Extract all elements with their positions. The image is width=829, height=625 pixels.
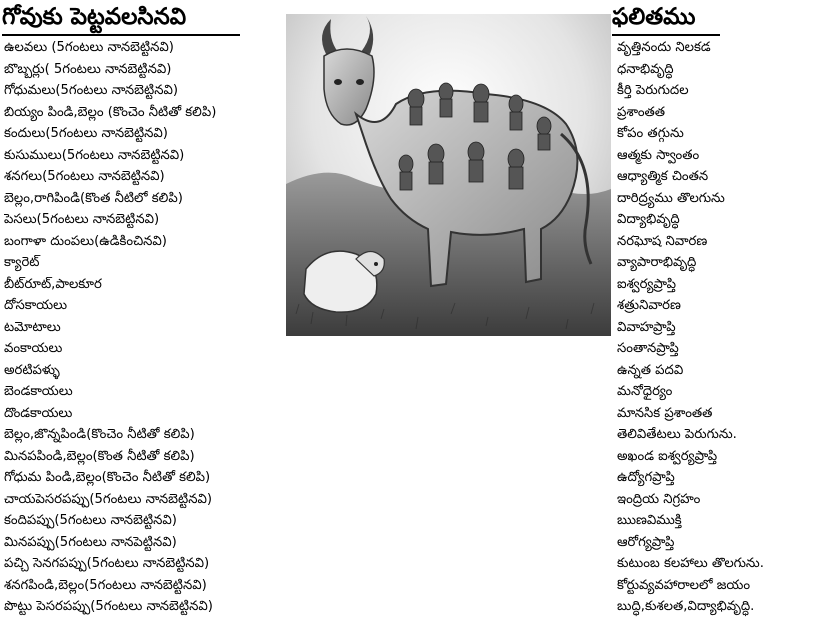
food-item: పెసలు(5గంటలు నానబెట్టినవి): [4, 212, 160, 227]
result-item: బుద్ధి,కుశలత,విద్యాభివృద్ధి.: [617, 599, 755, 614]
food-item: బొబ్బర్లు( 5గంటలు నానబెట్టినవి): [4, 61, 172, 77]
food-item: బియ్యం పిండి,బెల్లం (కొంచెం నీటితో కలిపి): [4, 104, 217, 120]
food-item: దోసకాయలు: [4, 298, 68, 313]
result-item: ఋణవిముక్తి: [617, 513, 682, 528]
result-item: వ్యాపారాభివృద్ధి: [617, 255, 697, 270]
result-item: తెలివితేటలు పెరుగును.: [617, 427, 737, 442]
result-item: ఉద్యోగప్రాప్తి: [617, 470, 675, 485]
food-item: అరటిపళ్ళు: [4, 362, 60, 378]
food-item: గోధుమ పిండి,బెల్లం(కొంచెం నీటితో కలిపి): [4, 470, 211, 485]
food-column-heading: గోవుకు పెట్టవలసినవి: [2, 4, 187, 30]
food-item: చాయపెసరపప్పు(5గంటలు నానబెట్టినవి): [4, 491, 212, 507]
food-item: ఉలవలు (5గంటలు నానబెట్టినవి): [4, 40, 174, 55]
food-item: మినపప్పు(5గంటలు నానపెట్టినవి): [4, 534, 177, 550]
food-items-list: [4, 37, 286, 618]
result-item: శత్రునివారణ: [617, 298, 681, 313]
result-item: వృత్తినందు నిలకడ: [617, 40, 711, 55]
food-item: బెల్లం,రాగిపిండి(కొంత నీటిలో కలిపి): [4, 190, 183, 206]
result-item: మనోధైర్యం: [617, 384, 673, 399]
food-item: బెల్లం,జొన్నపిండి(కొంచెం నీటితో కలిపి): [4, 427, 195, 442]
result-item: మానసిక ప్రశాంతత: [617, 405, 713, 421]
result-item: ఉన్నత పదవి: [617, 362, 684, 378]
result-item: ఆరోగ్యప్రాప్తి: [617, 534, 675, 550]
food-item: దొండకాయలు: [4, 405, 73, 421]
sacred-cow-deities-picture: [286, 14, 611, 336]
result-item: కోర్టువ్యవహారాలలో జయం: [617, 577, 751, 593]
result-item: కుటుంబ కలహాలు తొలగును.: [617, 556, 764, 571]
result-item: దారిద్ర్యము తొలగును: [617, 190, 725, 206]
result-item: ధనాభివృద్ధి: [617, 61, 674, 77]
results-list: [617, 37, 827, 618]
result-item: సంతానప్రాప్తి: [617, 341, 679, 356]
food-item: బెండకాయలు: [4, 384, 73, 399]
result-heading-underline: [612, 34, 720, 36]
food-item: గోధుమలు(5గంటలు నానబెట్టినవి): [4, 83, 178, 98]
food-item: కందులు(5గంటలు నానబెట్టినవి): [4, 126, 168, 141]
result-item: కీర్తి పెరుగుదల: [617, 83, 689, 98]
food-heading-underline: [2, 34, 240, 36]
result-item: కోపం తగ్గును: [617, 126, 684, 141]
result-item: ఇంద్రియ నిగ్రహం: [617, 491, 701, 507]
food-item: శనగలు(5గంటలు నానబెట్టినవి): [4, 169, 165, 184]
result-item: వివాహప్రాప్తి: [617, 319, 676, 335]
food-item: పచ్చి సెనగపప్పు(5గంటలు నానబెట్టినవి): [4, 556, 210, 571]
result-item: ఐశ్వర్యప్రాప్తి: [617, 276, 676, 292]
result-item: అఖండ ఐశ్వర్యప్రాప్తి: [617, 448, 718, 464]
result-item: ఆత్మకు స్వాంతం: [617, 147, 700, 163]
result-item: నరఘోష నివారణ: [617, 233, 708, 249]
food-item: కందిపప్పు(5గంటలు నానబెట్టినవి): [4, 513, 177, 528]
food-item: టమోటాలు: [4, 319, 61, 335]
food-item: క్యారెట్: [4, 255, 40, 270]
result-item: విద్యాభివృద్ధి: [617, 212, 680, 227]
result-item: ఆధ్యాత్మిక చింతన: [617, 169, 709, 184]
food-item: కుసుములు(5గంటలు నానబెట్టినవి): [4, 147, 185, 163]
food-item: పొట్టు పెసరపప్పు(5గంటలు నానబెట్టినవి): [4, 599, 213, 614]
result-item: ప్రశాంతత: [617, 104, 666, 120]
food-item: శనగపిండి,బెల్లం(5గంటలు నానబెట్టినవి): [4, 577, 207, 593]
food-item: వంకాయలు: [4, 341, 63, 356]
result-column-heading: ఫలితము: [612, 4, 696, 30]
food-item: బంగాళా దుంపలు(ఉడికించినవి): [4, 233, 167, 249]
food-item: మినపపిండి,బెల్లం(కొంత నీటితో కలిపి): [4, 448, 195, 464]
food-item: బీట్‌రూట్,పాలకూర: [4, 276, 102, 292]
